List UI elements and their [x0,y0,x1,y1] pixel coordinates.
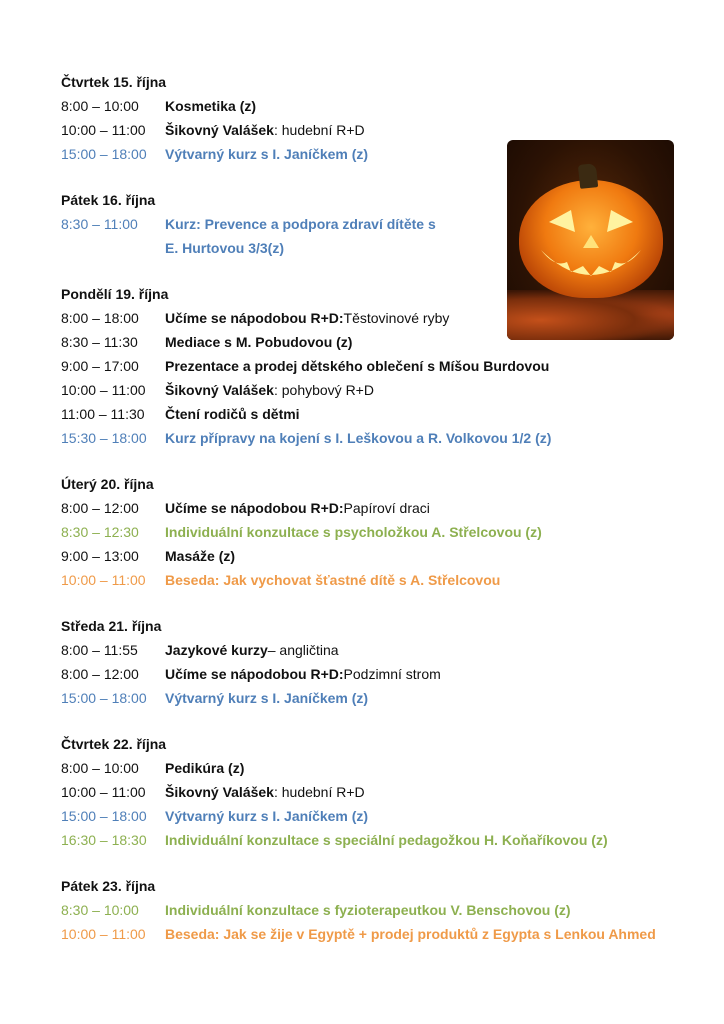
event-detail: : pohybový R+D [273,382,374,398]
event-time: 9:00 – 17:00 [61,358,139,374]
event-name: Masáže (z) [165,548,236,564]
day-title: Úterý 20. října [61,476,154,492]
event-row [61,496,701,520]
event-time: 10:00 – 11:00 [61,572,146,588]
event-row [61,118,701,142]
event-name: Kurz: Prevence a podpora zdraví dítěte s [165,216,436,232]
event-name: Učíme se nápodobou R+D: [165,500,344,516]
pumpkin-stem [578,163,598,189]
day-title: Čtvrtek 15. října [61,74,167,90]
event-name: Pedikúra (z) [165,760,245,776]
day-section [61,732,701,852]
event-name: E. Hurtovou 3/3(z) [165,240,285,256]
event-time: 8:00 – 12:00 [61,666,139,682]
event-row [61,520,701,544]
event-name: Kosmetika (z) [165,98,257,114]
event-time: 16:30 – 18:30 [61,832,147,848]
event-row [61,354,701,378]
event-time: 8:00 – 18:00 [61,310,139,326]
event-row [61,402,701,426]
day-title: Pondělí 19. října [61,286,169,302]
day-section [61,472,701,592]
day-section [61,874,701,946]
event-name: Šikovný Valášek [165,784,274,800]
event-name: Beseda: Jak vychovat šťastné dítě s A. Střelcovou [165,572,501,588]
event-time: 8:30 – 12:30 [61,524,139,540]
event-row [61,780,701,804]
event-row [61,662,701,686]
event-row [61,898,701,922]
event-time: 8:00 – 10:00 [61,760,139,776]
event-row [61,804,701,828]
event-detail: : hudební R+D [273,122,365,138]
day-title: Čtvrtek 22. října [61,736,167,752]
event-name: Výtvarný kurz s I. Janíčkem (z) [165,146,369,162]
event-name: Individuální konzultace s speciální pedagožkou H. Koňaříkovou (z) [165,832,608,848]
day-section [61,614,701,710]
event-detail: Papíroví draci [343,500,430,516]
event-time: 15:00 – 18:00 [61,146,147,162]
event-time: 15:00 – 18:00 [61,808,147,824]
event-time: 11:00 – 11:30 [61,406,145,422]
event-detail: – angličtina [267,642,339,658]
event-time: 8:00 – 12:00 [61,500,139,516]
event-row [61,568,701,592]
event-name: Beseda: Jak se žije v Egyptě + prodej produktů z Egypta s Lenkou Ahmed [165,926,656,942]
event-name: Kurz přípravy na kojení s I. Leškovou a R. Volkovou 1/2 (z) [165,430,552,446]
day-title: Pátek 16. října [61,192,156,208]
day-title: Středa 21. října [61,618,162,634]
event-name: Učíme se nápodobou R+D: [165,666,344,682]
event-time: 8:30 – 11:00 [61,216,138,232]
event-name: Šikovný Valášek [165,382,274,398]
event-detail: : hudební R+D [273,784,365,800]
pumpkin-image [507,140,674,340]
event-time: 15:00 – 18:00 [61,690,147,706]
day-title: Pátek 23. října [61,878,156,894]
event-name: Učíme se nápodobou R+D: [165,310,344,326]
event-time: 10:00 – 11:00 [61,784,146,800]
event-row [61,686,701,710]
event-name: Výtvarný kurz s I. Janíčkem (z) [165,690,369,706]
event-name: Prezentace a prodej dětského oblečení s Míšou Burdovou [165,358,550,374]
event-time: 15:30 – 18:00 [61,430,147,446]
event-name: Mediace s M. Pobudovou (z) [165,334,353,350]
event-time: 8:00 – 11:55 [61,642,138,658]
event-detail: Podzimní strom [343,666,441,682]
event-time: 10:00 – 11:00 [61,382,146,398]
event-time: 8:00 – 10:00 [61,98,139,114]
event-name: Výtvarný kurz s I. Janíčkem (z) [165,808,369,824]
event-row [61,426,701,450]
event-name: Jazykové kurzy [165,642,268,658]
event-name: Individuální konzultace s psycholožkou A. Střelcovou (z) [165,524,542,540]
event-detail: Těstovinové ryby [343,310,450,326]
pumpkin-body [519,180,663,298]
event-row [61,756,701,780]
jack-o-lantern-face-icon [519,180,663,298]
event-name: Šikovný Valášek [165,122,274,138]
event-time: 9:00 – 13:00 [61,548,139,564]
event-time: 10:00 – 11:00 [61,926,146,942]
event-row [61,544,701,568]
event-row [61,828,701,852]
event-row [61,638,701,662]
event-name: Čtení rodičů s dětmi [165,406,300,422]
event-time: 10:00 – 11:00 [61,122,146,138]
event-row [61,922,701,946]
event-name: Individuální konzultace s fyzioterapeutkou V. Benschovou (z) [165,902,571,918]
event-time: 8:30 – 10:00 [61,902,139,918]
event-time: 8:30 – 11:30 [61,334,138,350]
event-row [61,94,701,118]
event-row [61,378,701,402]
